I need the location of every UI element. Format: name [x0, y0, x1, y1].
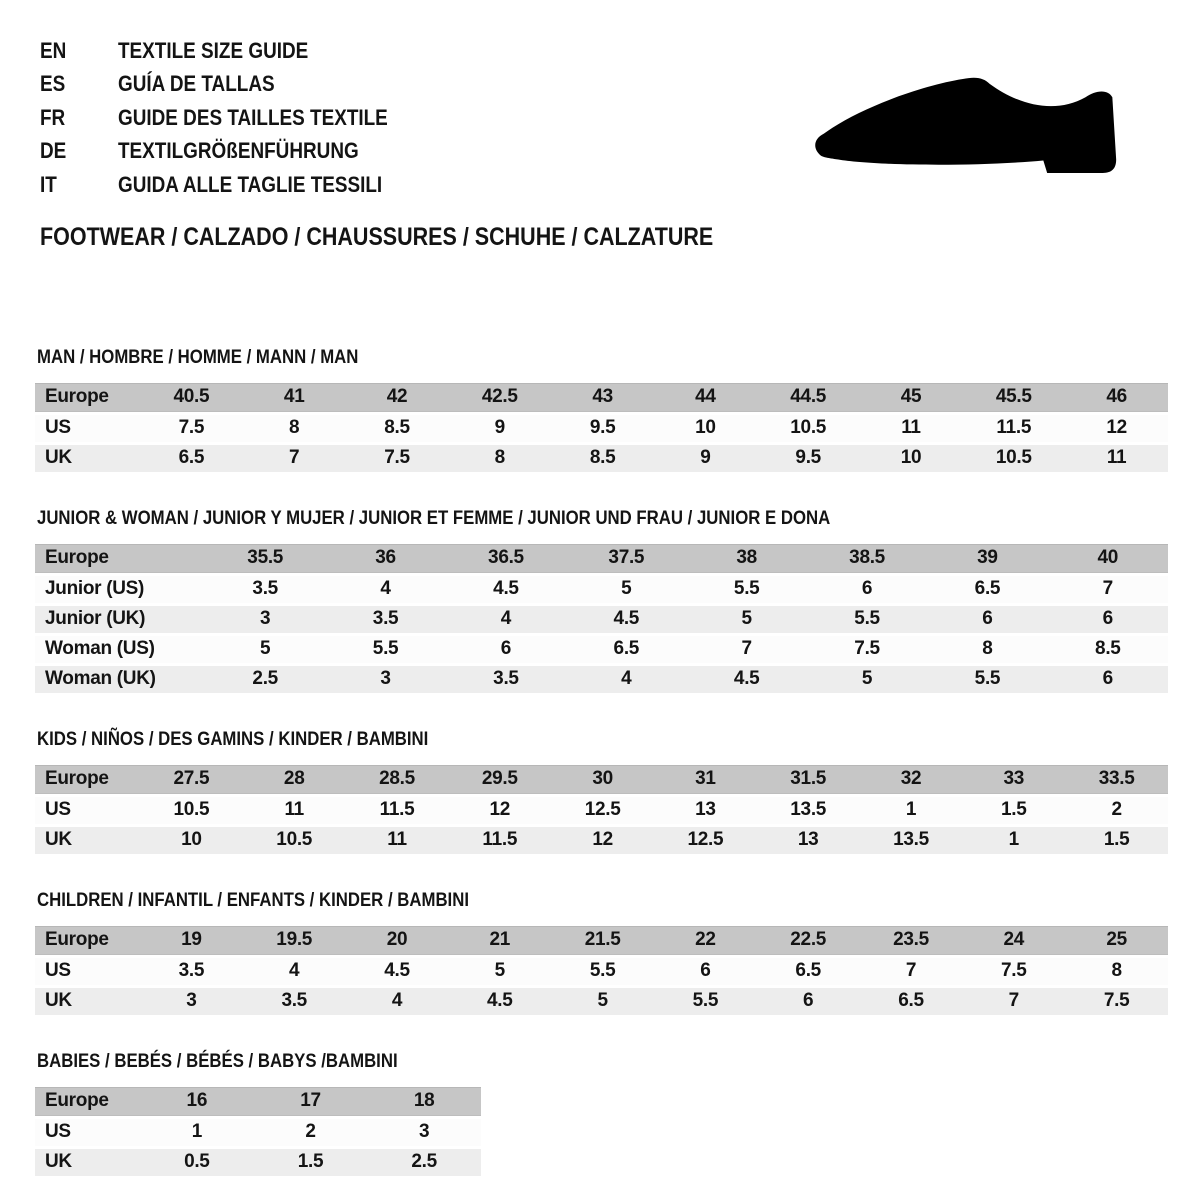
size-value: 5.5: [325, 636, 445, 663]
size-value: 6: [757, 988, 860, 1015]
section-title: CHILDREN / INFANTIL / ENFANTS / KINDER / BAMBINI: [37, 888, 470, 911]
size-table: [35, 541, 1168, 696]
table-row: [35, 636, 1168, 663]
size-value: 5.5: [551, 958, 654, 985]
size-value: 19: [140, 926, 243, 955]
size-value: 3.5: [205, 576, 325, 603]
size-value: 10: [140, 827, 243, 854]
table-row: [35, 988, 1168, 1015]
size-value: 11: [346, 827, 449, 854]
size-value: 11: [243, 797, 346, 824]
size-value: 43: [551, 383, 654, 412]
size-value: 3: [325, 666, 445, 693]
language-code: EN: [40, 37, 67, 63]
size-value: 10.5: [962, 445, 1065, 472]
size-value: 22: [654, 926, 757, 955]
table-row: [35, 576, 1168, 603]
size-value: 3: [140, 988, 243, 1015]
size-value: 8.5: [346, 415, 449, 442]
size-value: 24: [962, 926, 1065, 955]
size-value: 11.5: [346, 797, 449, 824]
row-label: US: [35, 797, 140, 824]
size-value: 10.5: [243, 827, 346, 854]
size-value: 1.5: [1065, 827, 1168, 854]
size-value: 6.5: [566, 636, 686, 663]
size-value: 6.5: [140, 445, 243, 472]
size-section: [35, 346, 1170, 475]
size-value: 23.5: [860, 926, 963, 955]
category-heading: FOOTWEAR / CALZADO / CHAUSSURES / SCHUHE / CALZATURE: [40, 222, 714, 251]
size-value: 28.5: [346, 765, 449, 794]
size-value: 7: [860, 958, 963, 985]
section-title: MAN / HOMBRE / HOMME / MANN / MAN: [37, 345, 359, 368]
size-value: 21.5: [551, 926, 654, 955]
language-title: GUIDE DES TAILLES TEXTILE: [118, 104, 388, 130]
size-value: 13: [757, 827, 860, 854]
size-value: 6.5: [927, 576, 1047, 603]
row-label: UK: [35, 445, 140, 472]
size-value: 1: [860, 797, 963, 824]
size-value: 4.5: [446, 576, 566, 603]
size-value: 10: [654, 415, 757, 442]
size-value: 3.5: [140, 958, 243, 985]
row-label: UK: [35, 1149, 140, 1176]
size-value: 9: [448, 415, 551, 442]
size-value: 1.5: [962, 797, 1065, 824]
size-value: 19.5: [243, 926, 346, 955]
size-value: 4: [566, 666, 686, 693]
size-section: [35, 507, 1170, 696]
size-table: [35, 923, 1168, 1018]
size-value: 7.5: [807, 636, 927, 663]
size-value: 3.5: [243, 988, 346, 1015]
size-value: 4.5: [566, 606, 686, 633]
language-title: TEXTILE SIZE GUIDE: [118, 37, 309, 63]
size-value: 13: [654, 797, 757, 824]
size-value: 46: [1065, 383, 1168, 412]
size-value: 20: [346, 926, 449, 955]
size-value: 0.5: [140, 1149, 254, 1176]
size-value: 11.5: [448, 827, 551, 854]
size-value: 10: [860, 445, 963, 472]
size-value: 31.5: [757, 765, 860, 794]
size-value: 7: [243, 445, 346, 472]
size-value: 9.5: [551, 415, 654, 442]
size-value: 5: [566, 576, 686, 603]
size-value: 38: [687, 544, 807, 573]
size-value: 42: [346, 383, 449, 412]
size-value: 32: [860, 765, 963, 794]
table-row: [35, 445, 1168, 472]
size-value: 7: [687, 636, 807, 663]
table-row: [35, 606, 1168, 633]
size-value: 11: [860, 415, 963, 442]
section-title: JUNIOR & WOMAN / JUNIOR Y MUJER / JUNIOR ET FEMME / JUNIOR UND FRAU / JUNIOR E DONA: [37, 506, 831, 529]
size-value: 4: [243, 958, 346, 985]
row-label: Junior (US): [35, 576, 205, 603]
size-value: 1: [140, 1119, 254, 1146]
size-table: [35, 380, 1168, 475]
size-value: 8.5: [551, 445, 654, 472]
size-value: 45: [860, 383, 963, 412]
row-label: UK: [35, 827, 140, 854]
section-title: BABIES / BEBÉS / BÉBÉS / BABYS /BAMBINI: [37, 1049, 398, 1072]
size-value: 4.5: [346, 958, 449, 985]
row-label: Woman (UK): [35, 666, 205, 693]
size-value: 45.5: [962, 383, 1065, 412]
size-value: 3.5: [446, 666, 566, 693]
size-value: 4.5: [448, 988, 551, 1015]
size-value: 4.5: [687, 666, 807, 693]
size-value: 7.5: [140, 415, 243, 442]
language-title: TEXTILGRÖßENFÜHRUNG: [118, 138, 359, 164]
size-value: 7: [1048, 576, 1168, 603]
size-value: 5.5: [927, 666, 1047, 693]
size-value: 21: [448, 926, 551, 955]
size-value: 41: [243, 383, 346, 412]
row-label: US: [35, 415, 140, 442]
size-value: 25: [1065, 926, 1168, 955]
size-value: 7.5: [962, 958, 1065, 985]
size-value: 12.5: [551, 797, 654, 824]
size-value: 31: [654, 765, 757, 794]
row-label: Europe: [35, 383, 140, 412]
size-value: 38.5: [807, 544, 927, 573]
size-value: 6: [927, 606, 1047, 633]
size-value: 3: [367, 1119, 481, 1146]
size-value: 36: [325, 544, 445, 573]
size-value: 29.5: [448, 765, 551, 794]
table-row: [35, 797, 1168, 824]
size-value: 7.5: [346, 445, 449, 472]
size-value: 2.5: [367, 1149, 481, 1176]
size-value: 12: [1065, 415, 1168, 442]
size-value: 30: [551, 765, 654, 794]
size-tables: [35, 346, 1170, 1179]
size-value: 6.5: [757, 958, 860, 985]
size-value: 12: [448, 797, 551, 824]
size-value: 44: [654, 383, 757, 412]
size-value: 5.5: [807, 606, 927, 633]
row-label: Europe: [35, 765, 140, 794]
row-label: Europe: [35, 544, 205, 573]
size-value: 8: [927, 636, 1047, 663]
language-code: DE: [40, 138, 67, 164]
row-label: Europe: [35, 1087, 140, 1116]
size-value: 42.5: [448, 383, 551, 412]
size-value: 13.5: [757, 797, 860, 824]
language-title: GUÍA DE TALLAS: [118, 71, 275, 97]
size-section: [35, 1050, 1170, 1179]
shoe-icon: [798, 60, 1143, 197]
size-value: 4: [346, 988, 449, 1015]
size-value: 27.5: [140, 765, 243, 794]
size-value: 13.5: [860, 827, 963, 854]
table-row: [35, 544, 1168, 573]
row-label: US: [35, 958, 140, 985]
size-section: [35, 889, 1170, 1018]
size-value: 2: [254, 1119, 368, 1146]
size-value: 4: [446, 606, 566, 633]
size-table: [35, 1084, 481, 1179]
row-label: UK: [35, 988, 140, 1015]
size-value: 33: [962, 765, 1065, 794]
size-table: [35, 762, 1168, 857]
row-label: Junior (UK): [35, 606, 205, 633]
size-value: 5.5: [654, 988, 757, 1015]
size-value: 5: [448, 958, 551, 985]
section-title: KIDS / NIÑOS / DES GAMINS / KINDER / BAMBINI: [37, 727, 429, 750]
size-value: 5: [687, 606, 807, 633]
size-value: 8.5: [1048, 636, 1168, 663]
size-value: 37.5: [566, 544, 686, 573]
size-value: 6: [807, 576, 927, 603]
size-value: 33.5: [1065, 765, 1168, 794]
size-value: 6: [654, 958, 757, 985]
table-row: [35, 666, 1168, 693]
size-value: 8: [1065, 958, 1168, 985]
size-value: 9: [654, 445, 757, 472]
table-row: [35, 827, 1168, 854]
table-row: [35, 926, 1168, 955]
size-value: 44.5: [757, 383, 860, 412]
size-value: 8: [448, 445, 551, 472]
size-value: 9.5: [757, 445, 860, 472]
language-code: ES: [40, 71, 66, 97]
table-row: [35, 1119, 481, 1146]
size-value: 39: [927, 544, 1047, 573]
row-label: US: [35, 1119, 140, 1146]
size-value: 5: [205, 636, 325, 663]
size-value: 4: [325, 576, 445, 603]
table-row: [35, 958, 1168, 985]
size-value: 5: [551, 988, 654, 1015]
size-value: 3.5: [325, 606, 445, 633]
size-value: 11.5: [962, 415, 1065, 442]
size-value: 18: [367, 1087, 481, 1116]
table-row: [35, 765, 1168, 794]
size-value: 12: [551, 827, 654, 854]
size-value: 22.5: [757, 926, 860, 955]
size-value: 35.5: [205, 544, 325, 573]
size-value: 2.5: [205, 666, 325, 693]
language-code: FR: [40, 104, 66, 130]
size-value: 36.5: [446, 544, 566, 573]
size-value: 6: [446, 636, 566, 663]
size-value: 5.5: [687, 576, 807, 603]
size-value: 11: [1065, 445, 1168, 472]
size-value: 6: [1048, 666, 1168, 693]
size-section: [35, 728, 1170, 857]
row-label: Europe: [35, 926, 140, 955]
language-code: IT: [40, 171, 57, 197]
table-row: [35, 383, 1168, 412]
size-value: 7.5: [1065, 988, 1168, 1015]
size-value: 40: [1048, 544, 1168, 573]
size-value: 12.5: [654, 827, 757, 854]
size-value: 6.5: [860, 988, 963, 1015]
size-value: 17: [254, 1087, 368, 1116]
size-value: 1: [962, 827, 1065, 854]
size-value: 10.5: [757, 415, 860, 442]
size-value: 7: [962, 988, 1065, 1015]
size-value: 5: [807, 666, 927, 693]
size-value: 16: [140, 1087, 254, 1116]
size-value: 6: [1048, 606, 1168, 633]
table-row: [35, 1087, 481, 1116]
language-title: GUIDA ALLE TAGLIE TESSILI: [118, 171, 383, 197]
size-value: 10.5: [140, 797, 243, 824]
size-value: 1.5: [254, 1149, 368, 1176]
size-value: 3: [205, 606, 325, 633]
size-value: 8: [243, 415, 346, 442]
size-value: 28: [243, 765, 346, 794]
size-value: 40.5: [140, 383, 243, 412]
table-row: [35, 1149, 481, 1176]
size-value: 2: [1065, 797, 1168, 824]
row-label: Woman (US): [35, 636, 205, 663]
table-row: [35, 415, 1168, 442]
